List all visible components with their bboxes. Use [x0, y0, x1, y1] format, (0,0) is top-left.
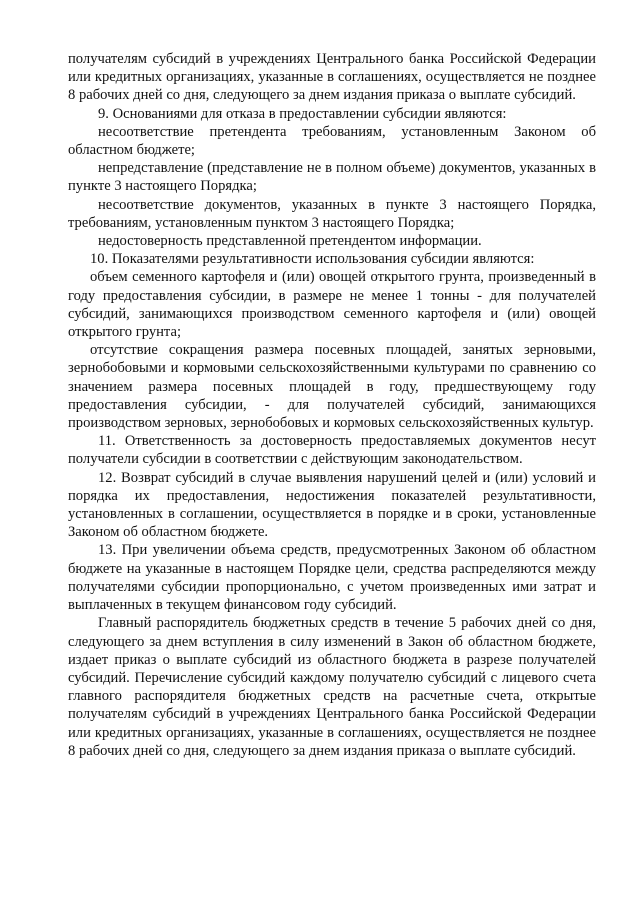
paragraph-9-item-2: непредставление (представление не в полном объеме) документов, указанных в пункте 3 настоящего Порядка;: [68, 160, 596, 195]
paragraph-9-heading: 9. Основаниями для отказа в предоставлении субсидии являются:: [98, 105, 507, 122]
paragraph-11: 11. Ответственность за достоверность предоставляемых документов несут получатели субсидии в соответствии с действующим законодательством.: [68, 433, 596, 468]
paragraph-10-item-2: отсутствие сокращения размера посевных площадей, занятых зерновыми, зернобобовыми и кормовыми сельскохозяйственными культурами по сравнению со значением размера посевных площадей в году, предшествующему году предоставления субсидии, - для получателей субсидий, занимающихся производством зерновых, зернобобовых и кормовых сельскохозяйственных культур.: [68, 342, 596, 432]
paragraph-10-item-1: объем семенного картофеля и (или) овощей открытого грунта, произведенный в году предоставления субсидии, в размере не менее 1 тонны - для получателей субсидий, занимающихся производством семенного картофеля и (или) овощей открытого грунта;: [68, 269, 596, 341]
paragraph-13-continuation: Главный распорядитель бюджетных средств в течение 5 рабочих дней со дня, следующего за днем вступления в силу изменений в Закон об областном бюджете, издает приказ о выплате субсидий из областного бюджета в разрезе получателей субсидий. Перечисление субсидий каждому получателю субсидий с лицевого счета главного распорядителя бюджетных средств на расчетные счета, открытые получателям субсидий в учреждениях Центрального банка Российской Федерации или кредитных организациях, указанные в соглашениях, осуществляется не позднее 8 рабочих дней со дня, следующего за днем издания приказа о выплате субсидий.: [68, 615, 596, 759]
paragraph-continuation: получателям субсидий в учреждениях Центрального банка Российской Федерации или кредитных организациях, указанные в соглашениях, осуществляется не позднее 8 рабочих дней со дня, следующего за днем издания приказа о выплате субсидий.: [68, 51, 596, 104]
paragraph-9-item-4: недостоверность представленной претендентом информации.: [98, 233, 482, 250]
paragraph-9-item-1: несоответствие претендента требованиям, установленным Законом об областном бюджете;: [68, 123, 596, 159]
document-page: [68, 50, 596, 760]
paragraph-12: 12. Возврат субсидий в случае выявления нарушений целей и (или) условий и порядка их предоставления, недостижения показателей результативности, установленных в соглашении, осуществляется в порядке и в сроки, установленные Законом об областном бюджете.: [68, 469, 596, 541]
paragraph-13: 13. При увеличении объема средств, предусмотренных Законом об областном бюджете на указанные в настоящем Порядке цели, средства распределяются между получателями субсидии пропорционально, с учетом произведенных ими затрат и выплаченных в текущем финансовом году субсидий.: [68, 542, 596, 614]
paragraph-10-heading: 10. Показателями результативности использования субсидии являются:: [90, 251, 535, 268]
paragraph-9-item-3: несоответствие документов, указанных в пункте 3 настоящего Порядка, требованиям, установленным пунктом 3 настоящего Порядка;: [68, 196, 596, 231]
